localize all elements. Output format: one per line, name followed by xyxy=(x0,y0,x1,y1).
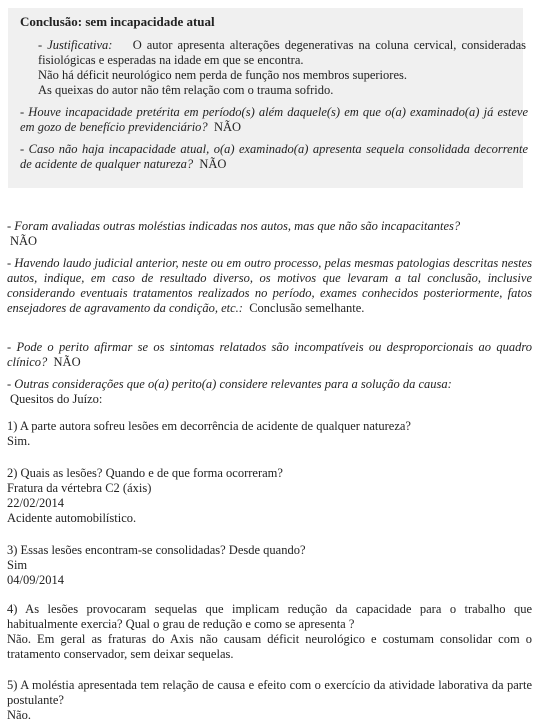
justification-label: - Justificativa: xyxy=(38,38,113,52)
answer-text: NÃO xyxy=(199,157,227,171)
question-other-illnesses xyxy=(7,219,532,249)
quesito-3 xyxy=(7,543,532,588)
answer-text: NÃO xyxy=(10,234,38,248)
answer-line: Acidente automobilístico. xyxy=(7,511,137,525)
question-text: 4) As lesões provocaram sequelas que implicam redução da capacidade para o trabalho que habitualmente exercia? Qual o grau de redução e como se apresenta ? xyxy=(7,602,532,631)
question-text: 2) Quais as lesões? Quando e de que forma ocorreram? xyxy=(7,466,283,480)
justification-line-3: As queixas do autor não têm relação com o trauma sofrido. xyxy=(38,83,334,97)
question-sequela xyxy=(20,142,528,172)
question-symptoms xyxy=(7,340,532,370)
answer-line: 04/09/2014 xyxy=(7,573,64,587)
question-text: - Outras considerações que o(a) perito(a) considere relevantes para a solução da causa: xyxy=(7,377,452,391)
question-text: 3) Essas lesões encontram-se consolidadas? Desde quando? xyxy=(7,543,306,557)
conclusion-title: Conclusão: sem incapacidade atual xyxy=(20,14,215,29)
question-text: 1) A parte autora sofreu lesões em decorrência de acidente de qualquer natureza? xyxy=(7,419,411,433)
question-text: - Foram avaliadas outras moléstias indicadas nos autos, mas que não são incapacitantes? xyxy=(7,219,461,233)
question-other-considerations xyxy=(7,377,532,407)
justification-text: O autor apresenta alterações degenerativas na coluna cervical, consideradas fisiológicas e esperadas na idade em que se encontra. xyxy=(38,38,527,67)
answer-text: Não. Em geral as fraturas do Axis não causam déficit neurológico e costumam consolidar com o tratamento conservador, sem deixar sequelas. xyxy=(7,632,532,661)
question-text: - Caso não haja incapacidade atual, o(a) examinado(a) apresenta sequela consolidada decorrente de acidente de qualquer natureza? xyxy=(20,142,528,171)
quesito-1 xyxy=(7,419,532,449)
question-prior-incapacity xyxy=(20,105,528,135)
conclusion-box xyxy=(8,8,528,188)
quesito-5 xyxy=(7,678,532,723)
answer-text: Sim. xyxy=(7,434,31,448)
answer-line: Sim xyxy=(7,558,28,572)
answer-text: Não. xyxy=(7,708,31,722)
quesito-4 xyxy=(7,602,532,662)
question-text: - Pode o perito afirmar se os sintomas relatados são incompatíveis ou desproporcionais ao quadro clínico? xyxy=(7,340,532,369)
justification-block xyxy=(38,38,526,98)
question-text: 5) A moléstia apresentada tem relação de causa e efeito com o exercício da atividade laborativa da parte postulante? xyxy=(7,678,532,707)
answer-text: Conclusão semelhante. xyxy=(249,301,365,315)
question-prior-report xyxy=(7,256,532,316)
question-text: - Houve incapacidade pretérita em período(s) além daquele(s) em que o(a) examinado(a) já esteve em gozo de benefício previdenciário? xyxy=(20,105,528,134)
answer-text: NÃO xyxy=(53,355,81,369)
question-text: - Havendo laudo judicial anterior, neste ou em outro processo, pelas mesmas patologias descritas nestes autos, indique, em caso de resultado diverso, os motivos que levaram a tal conclusão, inclusive considerando eventuais tratamentos realizados no período, exames conhecidos posteriormente, fatos ensejadores de agravamento da condição, etc.: xyxy=(7,256,532,315)
answer-line: 22/02/2014 xyxy=(7,496,64,510)
answer-text: NÃO xyxy=(213,120,242,134)
quesito-2 xyxy=(7,466,532,526)
section-heading: Quesitos do Juízo: xyxy=(10,392,103,406)
justification-line-2: Não há déficit neurológico nem perda de função nos membros superiores. xyxy=(38,68,407,82)
answer-line: Fratura da vértebra C2 (áxis) xyxy=(7,481,152,495)
